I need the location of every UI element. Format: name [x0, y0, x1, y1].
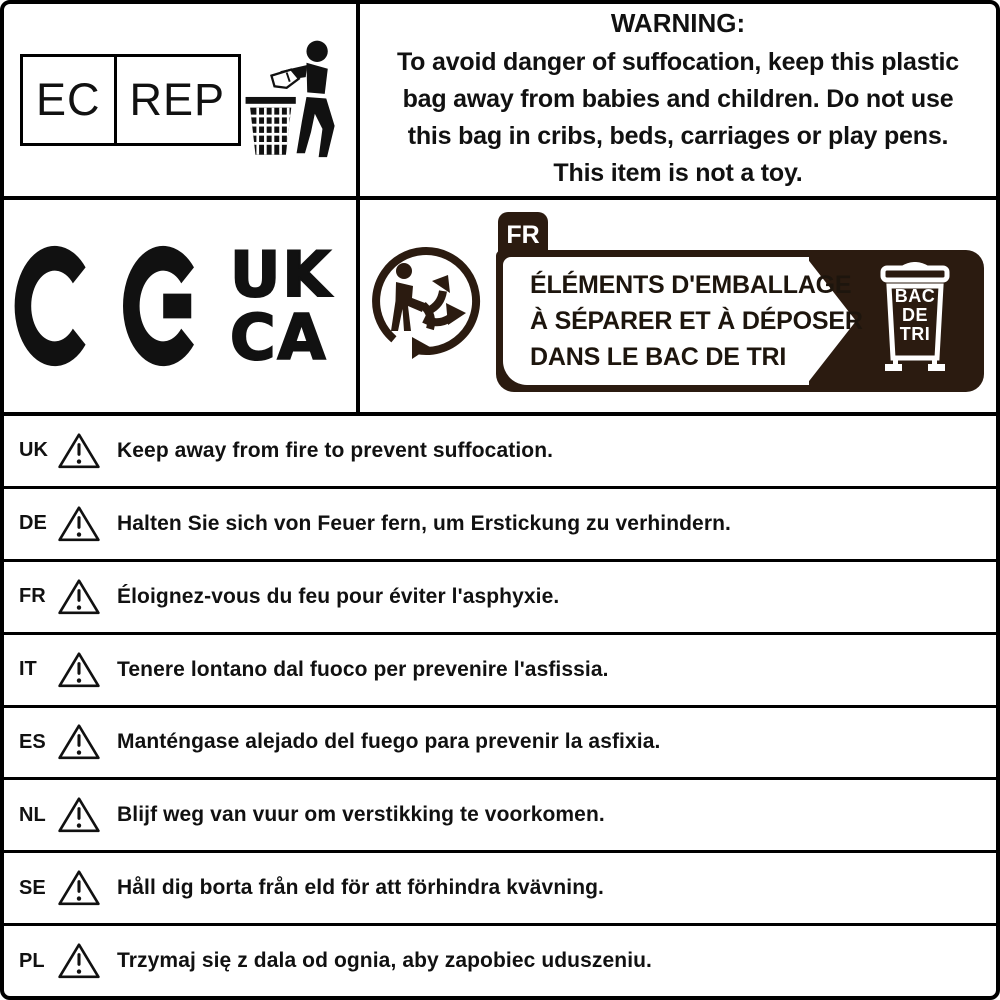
- ukca-line-uk: UK: [230, 238, 333, 311]
- bin-line-3: TRI: [899, 324, 931, 344]
- ec-rep-rep-label: REP: [129, 74, 226, 125]
- language-row: [4, 632, 996, 705]
- middle-band: [4, 200, 996, 416]
- warning-text: Éloignez-vous du feu pour éviter l'asphyxie.: [117, 584, 560, 608]
- language-row: [4, 777, 996, 850]
- language-row: [4, 559, 996, 632]
- language-rows: [4, 416, 996, 996]
- warning-line-3: this bag in cribs, beds, carriages or play pens.: [407, 122, 949, 150]
- language-code: ES: [19, 730, 46, 753]
- warning-line-2: bag away from babies and children. Do not use: [402, 85, 954, 113]
- warning-triangle-icon: [57, 795, 101, 835]
- bin-line-1: BAC: [894, 286, 936, 306]
- warning-text: Tenere lontano dal fuoco per prevenire l'asfissia.: [117, 657, 609, 681]
- language-code: PL: [19, 949, 45, 972]
- fr-tab: FR: [498, 212, 548, 258]
- infotri-line-1: ÉLÉMENTS D'EMBALLAGE: [530, 271, 852, 299]
- language-row: [4, 486, 996, 559]
- language-row: [4, 416, 996, 486]
- language-row: [4, 705, 996, 778]
- ec-rep-mark: [20, 54, 241, 146]
- warning-text: Blijf weg van vuur om verstikking te voorkomen.: [117, 803, 605, 827]
- warning-section: [360, 4, 996, 196]
- warning-text: Manténgase alejado del fuego para prevenir la asfixia.: [117, 730, 661, 754]
- warning-triangle-icon: [57, 941, 101, 981]
- triman-section: [360, 200, 996, 412]
- conformity-marks-section: [4, 200, 360, 412]
- language-code: FR: [19, 585, 46, 608]
- ec-rep-section: [4, 4, 360, 196]
- top-band: [4, 4, 996, 200]
- warning-triangle-icon: [57, 504, 101, 544]
- ukca-line-ca: CA: [230, 301, 328, 374]
- infotri-block: [496, 250, 984, 392]
- warning-text: Håll dig borta från eld för att förhindra kvävning.: [117, 876, 604, 900]
- tidyman-icon: [241, 20, 340, 180]
- infotri-line-2: À SÉPARER ET À DÉPOSER: [530, 307, 863, 335]
- warning-title: WARNING:: [610, 8, 746, 38]
- warning-triangle-icon: [57, 868, 101, 908]
- language-code: SE: [19, 876, 46, 899]
- bac-de-tri-bin-icon: [872, 262, 958, 380]
- warning-triangle-icon: [57, 650, 101, 690]
- language-code: DE: [19, 512, 47, 535]
- bin-text: [872, 287, 958, 344]
- warning-line-4: This item is not a toy.: [553, 159, 803, 187]
- warning-text: Keep away from fire to prevent suffocation.: [117, 438, 554, 462]
- bin-line-2: DE: [901, 305, 928, 325]
- ukca-mark: [230, 238, 333, 374]
- language-code: UK: [19, 439, 48, 462]
- language-row: [4, 923, 996, 996]
- infotri-line-3: DANS LE BAC DE TRI: [530, 343, 787, 371]
- language-code: IT: [19, 658, 37, 681]
- warning-line-1: To avoid danger of suffocation, keep this plastic: [396, 48, 960, 76]
- ce-mark-icon: [14, 243, 204, 369]
- language-code: NL: [19, 803, 46, 826]
- ec-rep-ec-label: EC: [23, 57, 117, 143]
- warning-triangle-icon: [57, 431, 101, 471]
- infotri-text: [530, 267, 863, 375]
- language-row: [4, 850, 996, 923]
- triman-icon: [368, 242, 484, 360]
- warning-text: Halten Sie sich von Feuer fern, um Erstickung zu verhindern.: [117, 511, 731, 535]
- warning-triangle-icon: [57, 722, 101, 762]
- warning-triangle-icon: [57, 577, 101, 617]
- warning-text: Trzymaj się z dala od ognia, aby zapobiec uduszeniu.: [117, 949, 652, 973]
